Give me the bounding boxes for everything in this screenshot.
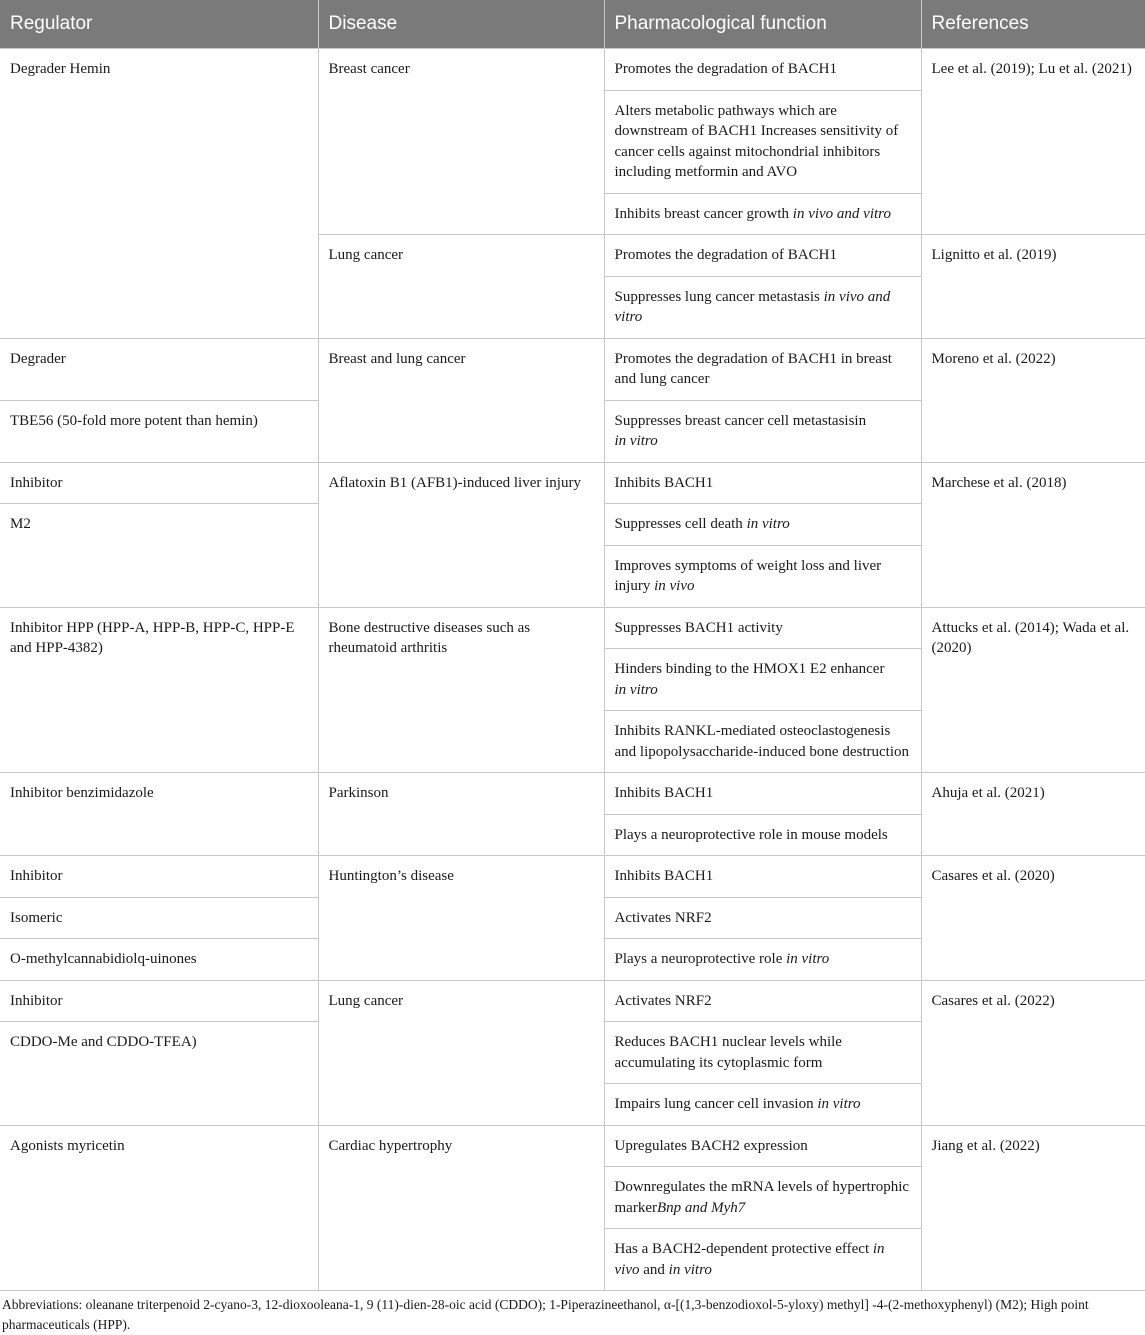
disease-cell: Breast cancer [318,49,604,235]
function-cell: Inhibits RANKL-mediated osteoclastogenesis and lipopolysaccharide-induced bone destruction [604,711,921,773]
function-cell [604,1167,921,1229]
function-text: Downregulates the mRNA levels of hypertrophic marker [614,1179,910,1216]
function-cell: Suppresses BACH1 activity [604,607,921,649]
function-cell [604,649,921,711]
regulator-cell: Agonists myricetin [0,1125,318,1291]
function-cell: Activates NRF2 [604,897,921,939]
disease-cell: Huntington’s disease [318,856,604,981]
function-italic: in vitro [786,951,830,967]
function-italic: in vitro [668,1261,712,1278]
regulator-cell: Degrader Hemin [0,49,318,339]
disease-cell: Bone destructive diseases such as rheumatoid arthritis [318,607,604,773]
reference-cell: Jiang et al. (2022) [921,1125,1145,1291]
table-footnote: Abbreviations: oleanane triterpenoid 2-cyano-3, 12-dioxooleana-1, 9 (11)-dien-28-oic acid (CDDO); 1-Piperazineethanol, α-[(1,3-benzodioxol-5-yloxy) methyl] -4-(2-methoxyphenyl) (M2); High point pharmaceuticals (HPP). [2,1297,1089,1332]
regulator-cell: Inhibitor HPP (HPP-A, HPP-B, HPP-C, HPP-E and HPP-4382) [0,607,318,773]
function-text: and [639,1261,669,1278]
function-cell [604,545,921,607]
function-cell: Plays a neuroprotective role in mouse models [604,814,921,856]
disease-cell: Breast and lung cancer [318,338,604,462]
function-italic: in vitro [746,516,790,532]
regulator-cell: Degrader [0,338,318,400]
table-row [0,338,1145,400]
function-cell: Activates NRF2 [604,980,921,1022]
table-row [0,462,1145,504]
function-text: Improves symptoms of weight loss and liver injury [614,557,882,594]
function-cell [604,400,921,462]
reference-cell: Moreno et al. (2022) [921,338,1145,462]
function-text: Has a BACH2-dependent protective effect [614,1241,873,1257]
header-regulator: Regulator [0,0,318,49]
function-cell: Upregulates BACH2 expression [604,1125,921,1167]
function-cell [604,504,921,546]
function-cell: Alters metabolic pathways which are downstream of BACH1 Increases sensitivity of cancer cells against mitochondrial inhibitors including metformin and AVO [604,90,921,193]
reference-cell: Lee et al. (2019); Lu et al. (2021) [921,49,1145,235]
regulator-cell: Inhibitor [0,462,318,504]
function-italic: in vivo [654,578,695,594]
reference-cell: Lignitto et al. (2019) [921,235,1145,339]
function-cell [604,276,921,338]
regulator-cell: Inhibitor [0,980,318,1022]
function-text: Inhibits breast cancer growth [614,205,793,222]
disease-cell: Parkinson [318,773,604,856]
function-italic: Bnp and Myh7 [656,1199,746,1216]
regulator-cell: M2 [0,504,318,608]
regulator-cell: CDDO-Me and CDDO-TFEA) [0,1022,318,1126]
function-cell: Inhibits BACH1 [604,462,921,504]
disease-cell: Lung cancer [318,980,604,1125]
header-disease: Disease [318,0,604,49]
reference-cell: Casares et al. (2020) [921,856,1145,981]
disease-cell: Lung cancer [318,235,604,339]
function-text: Impairs lung cancer cell invasion [614,1096,818,1112]
function-italic: in vitro [614,681,658,698]
function-italic: in vitro [817,1096,861,1112]
header-references: References [921,0,1145,49]
function-text: Suppresses lung cancer metastasis [614,288,824,305]
table-row [0,1125,1145,1167]
function-cell [604,1084,921,1126]
function-cell [604,193,921,235]
table-row [0,773,1145,815]
function-italic: in vivo [614,1241,885,1278]
regulator-cell: O-methylcannabidiolq-uinones [0,939,318,981]
reference-cell: Ahuja et al. (2021) [921,773,1145,856]
function-cell [604,1229,921,1291]
table-row [0,980,1145,1022]
table-row [0,856,1145,898]
regulator-cell: TBE56 (50-fold more potent than hemin) [0,400,318,462]
header-row [0,0,1145,49]
function-italic: in vivo and vitro [614,288,891,325]
disease-cell: Cardiac hypertrophy [318,1125,604,1291]
function-cell: Promotes the degradation of BACH1 in breast and lung cancer [604,338,921,400]
reference-cell: Casares et al. (2022) [921,980,1145,1125]
function-text: Suppresses cell death [614,516,747,532]
function-text: Hinders binding to the HMOX1 E2 enhancer [614,661,885,677]
function-italic: in vitro [614,433,658,449]
regulator-cell: Inhibitor benzimidazole [0,773,318,856]
function-text: Suppresses breast cancer cell metastasisin [614,412,867,429]
function-cell [604,939,921,981]
regulator-cell: Isomeric [0,897,318,939]
function-cell: Inhibits BACH1 [604,773,921,815]
function-cell: Promotes the degradation of BACH1 [604,235,921,277]
table-row [0,607,1145,649]
function-cell: Reduces BACH1 nuclear levels while accumulating its cytoplasmic form [604,1022,921,1084]
header-function: Pharmacological function [604,0,921,49]
function-cell: Inhibits BACH1 [604,856,921,898]
disease-cell: Aflatoxin B1 (AFB1)-induced liver injury [318,462,604,607]
function-text: Plays a neuroprotective role [614,951,787,967]
table-row [0,49,1145,91]
function-cell: Promotes the degradation of BACH1 [604,49,921,91]
reference-cell: Attucks et al. (2014); Wada et al. (2020) [921,607,1145,773]
reference-cell: Marchese et al. (2018) [921,462,1145,607]
function-italic: in vivo and vitro [792,205,891,222]
regulator-cell: Inhibitor [0,856,318,898]
